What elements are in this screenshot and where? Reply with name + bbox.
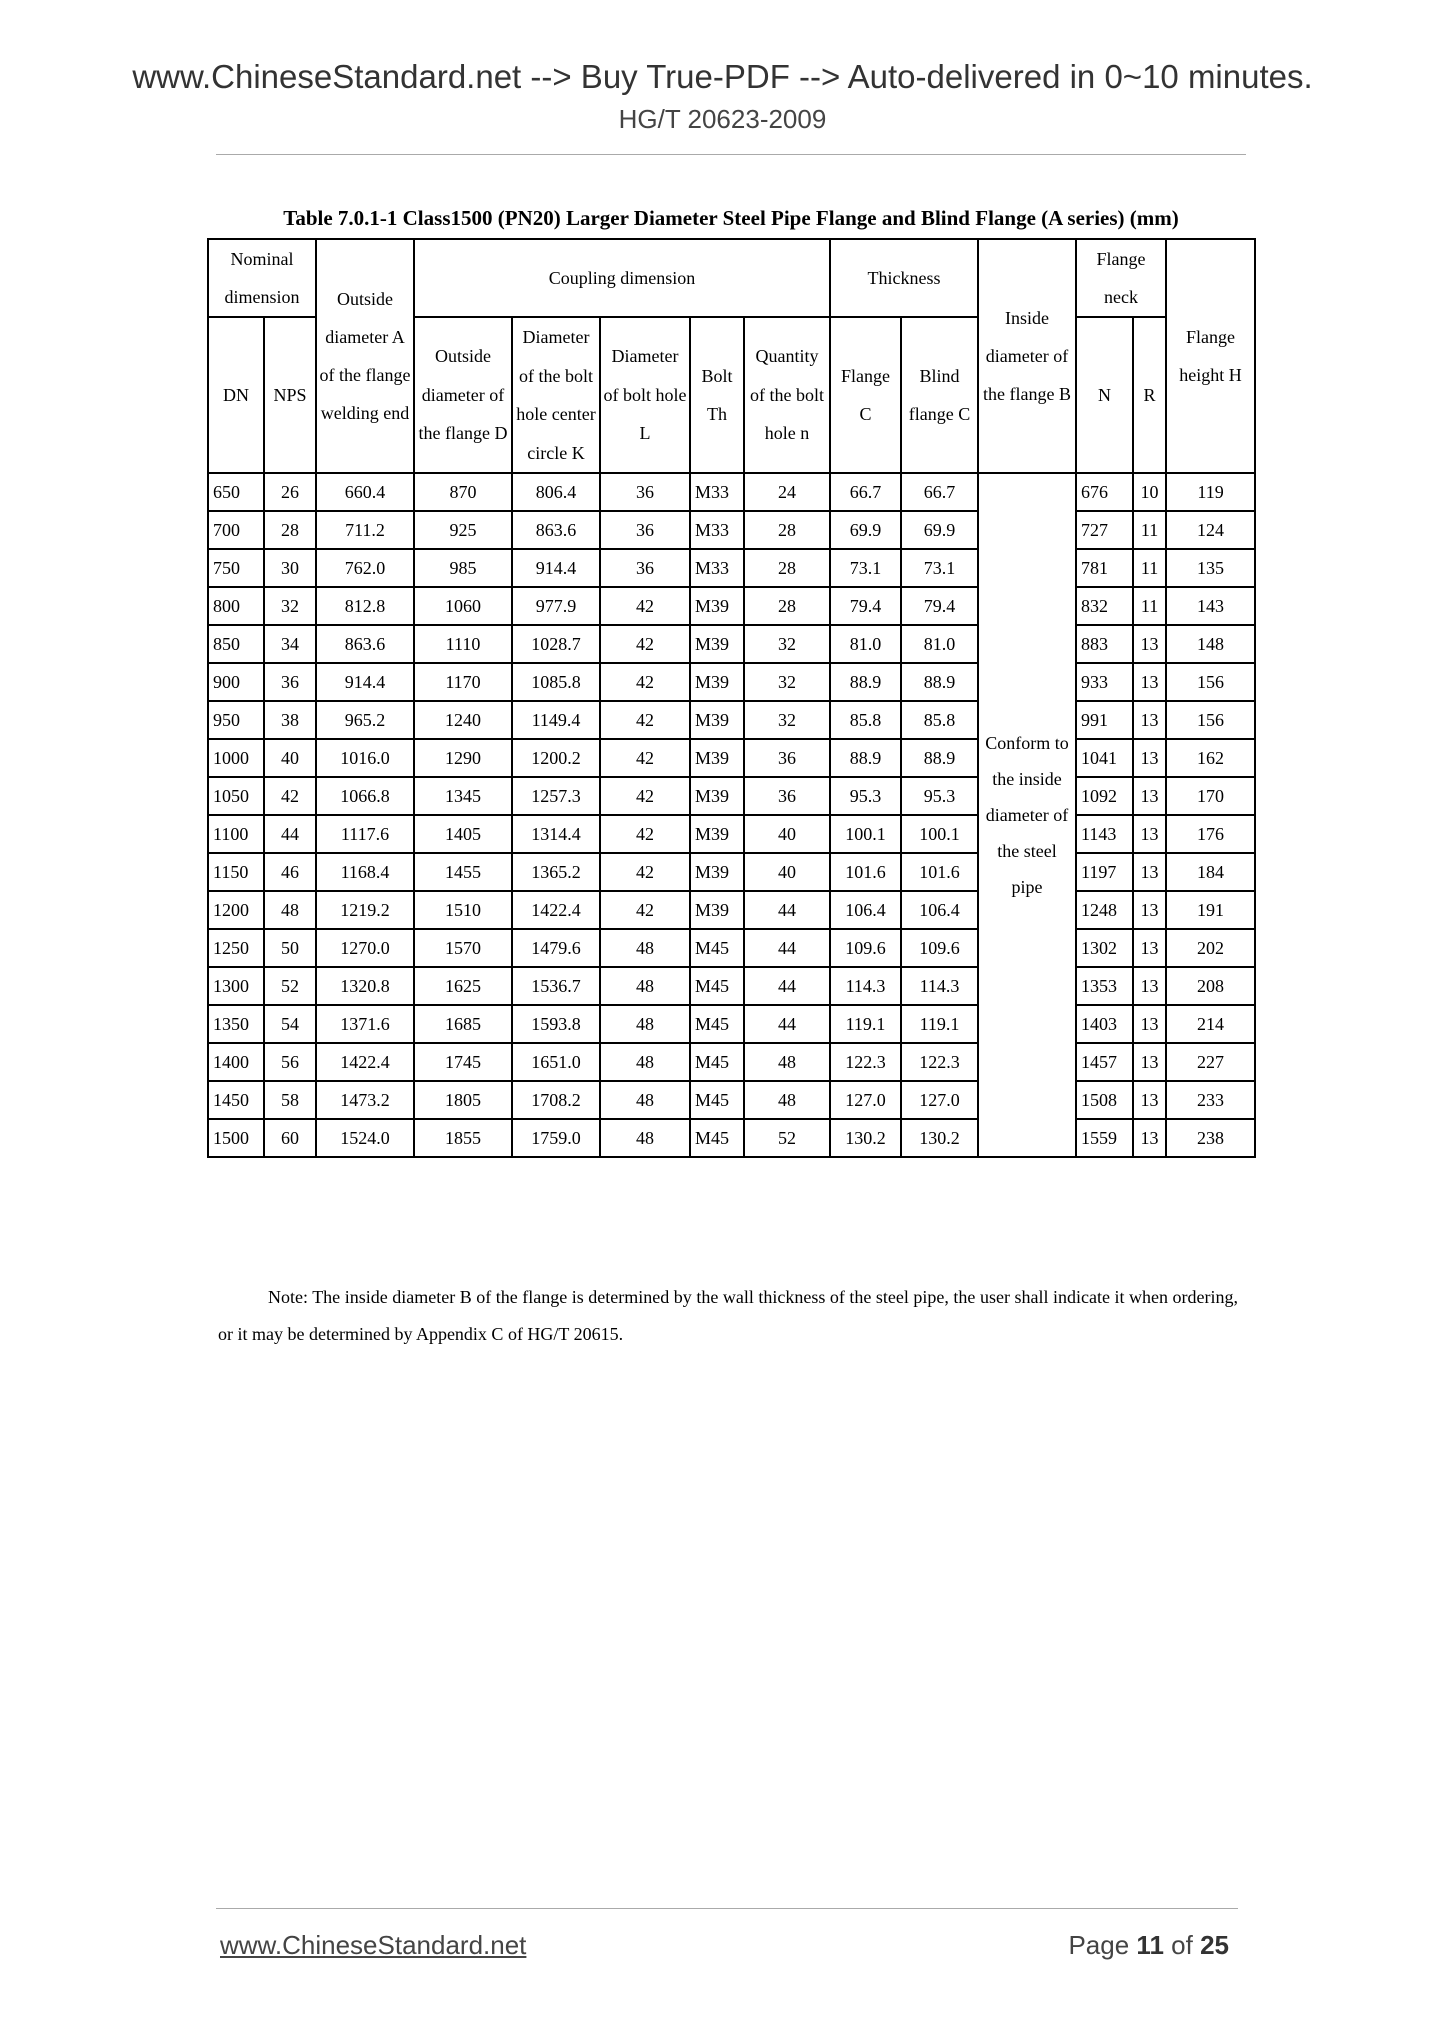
- cell-bolt-hole-l: 36: [600, 473, 690, 511]
- footer-divider: [216, 1908, 1238, 1909]
- header-neck-n: N: [1076, 317, 1133, 473]
- cell-neck-n: 1353: [1076, 967, 1133, 1005]
- cell-nps: 50: [264, 929, 316, 967]
- header-flange-c: Flange C: [830, 317, 901, 473]
- cell-height-h: 162: [1166, 739, 1255, 777]
- cell-blind-c: 66.7: [901, 473, 978, 511]
- cell-bolt-qty-n: 28: [744, 587, 830, 625]
- cell-bolt-hole-l: 48: [600, 1043, 690, 1081]
- table-row: [208, 1081, 1255, 1119]
- cell-bolt-th: M33: [690, 511, 744, 549]
- cell-nps: 56: [264, 1043, 316, 1081]
- cell-outside-a: 812.8: [316, 587, 414, 625]
- cell-height-h: 156: [1166, 701, 1255, 739]
- cell-bolt-hole-l: 42: [600, 853, 690, 891]
- table-row: [208, 929, 1255, 967]
- cell-nps: 26: [264, 473, 316, 511]
- page-of-label: of: [1171, 1930, 1193, 1960]
- cell-blind-c: 73.1: [901, 549, 978, 587]
- cell-height-h: 148: [1166, 625, 1255, 663]
- cell-bolt-hole-l: 42: [600, 625, 690, 663]
- cell-outside-d: 925: [414, 511, 512, 549]
- cell-neck-r: 13: [1133, 1081, 1166, 1119]
- cell-bolt-th: M45: [690, 967, 744, 1005]
- cell-blind-c: 109.6: [901, 929, 978, 967]
- cell-height-h: 143: [1166, 587, 1255, 625]
- cell-neck-r: 11: [1133, 587, 1166, 625]
- cell-bolt-hole-l: 48: [600, 1081, 690, 1119]
- table-row: [208, 701, 1255, 739]
- header-thickness: Thickness: [830, 239, 978, 317]
- inside-diameter-note: Conform to the inside diameter of the steel pipe: [978, 473, 1076, 1157]
- cell-height-h: 119: [1166, 473, 1255, 511]
- cell-dn: 800: [208, 587, 264, 625]
- cell-neck-r: 13: [1133, 663, 1166, 701]
- header-bolt-circle-k: Diameter of the bolt hole center circle K: [512, 317, 600, 473]
- cell-flange-c: 73.1: [830, 549, 901, 587]
- cell-bolt-th: M39: [690, 815, 744, 853]
- cell-height-h: 233: [1166, 1081, 1255, 1119]
- cell-flange-c: 95.3: [830, 777, 901, 815]
- cell-height-h: 202: [1166, 929, 1255, 967]
- table-row: [208, 739, 1255, 777]
- cell-neck-n: 676: [1076, 473, 1133, 511]
- table-row: [208, 511, 1255, 549]
- table-body: [208, 473, 1255, 1157]
- cell-outside-d: 1745: [414, 1043, 512, 1081]
- cell-flange-c: 88.9: [830, 663, 901, 701]
- table-row: [208, 853, 1255, 891]
- cell-bolt-th: M39: [690, 587, 744, 625]
- cell-flange-c: 69.9: [830, 511, 901, 549]
- cell-dn: 900: [208, 663, 264, 701]
- cell-outside-a: 1422.4: [316, 1043, 414, 1081]
- cell-dn: 1200: [208, 891, 264, 929]
- cell-bolt-qty-n: 44: [744, 929, 830, 967]
- cell-blind-c: 88.9: [901, 663, 978, 701]
- page-number: 11: [1136, 1930, 1164, 1960]
- cell-dn: 1500: [208, 1119, 264, 1157]
- cell-bolt-circle-k: 914.4: [512, 549, 600, 587]
- cell-bolt-circle-k: 1536.7: [512, 967, 600, 1005]
- cell-flange-c: 85.8: [830, 701, 901, 739]
- table-row: [208, 815, 1255, 853]
- header-flange-neck: Flange neck: [1076, 239, 1166, 317]
- cell-bolt-hole-l: 42: [600, 587, 690, 625]
- cell-bolt-th: M45: [690, 929, 744, 967]
- cell-bolt-circle-k: 1200.2: [512, 739, 600, 777]
- cell-outside-d: 1345: [414, 777, 512, 815]
- table-row: [208, 1119, 1255, 1157]
- cell-dn: 1100: [208, 815, 264, 853]
- cell-outside-a: 1473.2: [316, 1081, 414, 1119]
- cell-neck-n: 1248: [1076, 891, 1133, 929]
- header-bolt-hole-l: Diameter of bolt hole L: [600, 317, 690, 473]
- cell-nps: 58: [264, 1081, 316, 1119]
- cell-bolt-qty-n: 28: [744, 511, 830, 549]
- cell-bolt-qty-n: 24: [744, 473, 830, 511]
- table-row: [208, 777, 1255, 815]
- cell-bolt-qty-n: 40: [744, 815, 830, 853]
- cell-bolt-th: M33: [690, 549, 744, 587]
- cell-bolt-hole-l: 42: [600, 701, 690, 739]
- cell-flange-c: 88.9: [830, 739, 901, 777]
- cell-neck-n: 727: [1076, 511, 1133, 549]
- cell-nps: 54: [264, 1005, 316, 1043]
- cell-neck-n: 933: [1076, 663, 1133, 701]
- header-bolt-quantity-n: Quantity of the bolt hole n: [744, 317, 830, 473]
- cell-bolt-circle-k: 863.6: [512, 511, 600, 549]
- cell-outside-a: 1016.0: [316, 739, 414, 777]
- cell-height-h: 124: [1166, 511, 1255, 549]
- cell-height-h: 208: [1166, 967, 1255, 1005]
- cell-outside-d: 1110: [414, 625, 512, 663]
- cell-neck-n: 832: [1076, 587, 1133, 625]
- cell-height-h: 191: [1166, 891, 1255, 929]
- header-outside-diameter-welding-end: Outside diameter A of the flange welding end: [316, 239, 414, 473]
- cell-bolt-circle-k: 1314.4: [512, 815, 600, 853]
- cell-neck-r: 13: [1133, 967, 1166, 1005]
- cell-outside-d: 985: [414, 549, 512, 587]
- cell-dn: 650: [208, 473, 264, 511]
- cell-bolt-th: M45: [690, 1005, 744, 1043]
- cell-nps: 38: [264, 701, 316, 739]
- cell-outside-a: 762.0: [316, 549, 414, 587]
- cell-outside-a: 711.2: [316, 511, 414, 549]
- header-blind-flange-c: Blind flange C: [901, 317, 978, 473]
- cell-outside-a: 914.4: [316, 663, 414, 701]
- cell-bolt-qty-n: 44: [744, 1005, 830, 1043]
- cell-bolt-hole-l: 42: [600, 815, 690, 853]
- cell-outside-a: 863.6: [316, 625, 414, 663]
- table-row: [208, 549, 1255, 587]
- table-row: [208, 891, 1255, 929]
- cell-bolt-circle-k: 806.4: [512, 473, 600, 511]
- cell-neck-n: 1302: [1076, 929, 1133, 967]
- cell-bolt-hole-l: 42: [600, 891, 690, 929]
- cell-flange-c: 101.6: [830, 853, 901, 891]
- cell-bolt-circle-k: 1708.2: [512, 1081, 600, 1119]
- cell-flange-c: 106.4: [830, 891, 901, 929]
- cell-neck-n: 781: [1076, 549, 1133, 587]
- cell-bolt-hole-l: 48: [600, 1119, 690, 1157]
- cell-outside-d: 1805: [414, 1081, 512, 1119]
- cell-dn: 950: [208, 701, 264, 739]
- cell-outside-d: 1625: [414, 967, 512, 1005]
- cell-bolt-circle-k: 1257.3: [512, 777, 600, 815]
- cell-neck-n: 1508: [1076, 1081, 1133, 1119]
- cell-flange-c: 127.0: [830, 1081, 901, 1119]
- cell-outside-d: 1510: [414, 891, 512, 929]
- cell-bolt-qty-n: 28: [744, 549, 830, 587]
- cell-blind-c: 106.4: [901, 891, 978, 929]
- cell-bolt-circle-k: 1149.4: [512, 701, 600, 739]
- cell-blind-c: 95.3: [901, 777, 978, 815]
- cell-outside-d: 1290: [414, 739, 512, 777]
- cell-neck-r: 13: [1133, 1005, 1166, 1043]
- cell-flange-c: 122.3: [830, 1043, 901, 1081]
- cell-bolt-circle-k: 1085.8: [512, 663, 600, 701]
- cell-outside-a: 965.2: [316, 701, 414, 739]
- table-row: [208, 473, 1255, 511]
- cell-neck-r: 13: [1133, 891, 1166, 929]
- header-neck-r: R: [1133, 317, 1166, 473]
- cell-nps: 48: [264, 891, 316, 929]
- cell-bolt-qty-n: 40: [744, 853, 830, 891]
- cell-height-h: 238: [1166, 1119, 1255, 1157]
- cell-neck-r: 13: [1133, 1119, 1166, 1157]
- cell-blind-c: 81.0: [901, 625, 978, 663]
- cell-flange-c: 130.2: [830, 1119, 901, 1157]
- cell-height-h: 170: [1166, 777, 1255, 815]
- cell-bolt-th: M45: [690, 1043, 744, 1081]
- cell-neck-r: 13: [1133, 701, 1166, 739]
- cell-nps: 40: [264, 739, 316, 777]
- cell-blind-c: 100.1: [901, 815, 978, 853]
- cell-bolt-circle-k: 1365.2: [512, 853, 600, 891]
- cell-flange-c: 119.1: [830, 1005, 901, 1043]
- cell-bolt-circle-k: 1422.4: [512, 891, 600, 929]
- cell-bolt-qty-n: 44: [744, 891, 830, 929]
- cell-bolt-circle-k: 977.9: [512, 587, 600, 625]
- table-row: [208, 625, 1255, 663]
- cell-outside-d: 1855: [414, 1119, 512, 1157]
- header-inside-diameter: Inside diameter of the flange B: [978, 239, 1076, 473]
- cell-nps: 52: [264, 967, 316, 1005]
- header-banner[interactable]: www.ChineseStandard.net --> Buy True-PDF --> Auto-delivered in 0~10 minutes.: [132, 58, 1313, 95]
- cell-bolt-th: M39: [690, 891, 744, 929]
- page-indicator: [1068, 1930, 1229, 1961]
- cell-bolt-qty-n: 52: [744, 1119, 830, 1157]
- cell-bolt-th: M45: [690, 1119, 744, 1157]
- cell-nps: 28: [264, 511, 316, 549]
- cell-blind-c: 119.1: [901, 1005, 978, 1043]
- cell-bolt-hole-l: 48: [600, 1005, 690, 1043]
- header-flange-height: Flange height H: [1166, 239, 1255, 473]
- cell-nps: 36: [264, 663, 316, 701]
- cell-bolt-hole-l: 48: [600, 967, 690, 1005]
- header-outside-diameter-d: Outside diameter of the flange D: [414, 317, 512, 473]
- cell-outside-d: 870: [414, 473, 512, 511]
- cell-bolt-hole-l: 36: [600, 549, 690, 587]
- cell-height-h: 135: [1166, 549, 1255, 587]
- cell-neck-r: 11: [1133, 549, 1166, 587]
- cell-neck-n: 1457: [1076, 1043, 1133, 1081]
- header-bolt-th: Bolt Th: [690, 317, 744, 473]
- cell-blind-c: 85.8: [901, 701, 978, 739]
- cell-blind-c: 79.4: [901, 587, 978, 625]
- cell-outside-a: 1320.8: [316, 967, 414, 1005]
- cell-nps: 32: [264, 587, 316, 625]
- cell-outside-d: 1570: [414, 929, 512, 967]
- cell-outside-a: 1117.6: [316, 815, 414, 853]
- cell-bolt-th: M45: [690, 1081, 744, 1119]
- cell-neck-n: 1559: [1076, 1119, 1133, 1157]
- cell-neck-r: 13: [1133, 853, 1166, 891]
- cell-blind-c: 88.9: [901, 739, 978, 777]
- cell-neck-r: 13: [1133, 625, 1166, 663]
- cell-bolt-hole-l: 42: [600, 777, 690, 815]
- cell-dn: 700: [208, 511, 264, 549]
- table-row: [208, 967, 1255, 1005]
- cell-bolt-hole-l: 42: [600, 663, 690, 701]
- cell-bolt-hole-l: 48: [600, 929, 690, 967]
- cell-bolt-th: M39: [690, 853, 744, 891]
- cell-bolt-th: M39: [690, 739, 744, 777]
- cell-outside-d: 1240: [414, 701, 512, 739]
- cell-neck-n: 1197: [1076, 853, 1133, 891]
- cell-blind-c: 101.6: [901, 853, 978, 891]
- cell-neck-r: 13: [1133, 815, 1166, 853]
- cell-blind-c: 127.0: [901, 1081, 978, 1119]
- cell-height-h: 156: [1166, 663, 1255, 701]
- cell-neck-n: 1403: [1076, 1005, 1133, 1043]
- cell-blind-c: 114.3: [901, 967, 978, 1005]
- header-coupling-dimension: Coupling dimension: [414, 239, 830, 317]
- cell-outside-a: 660.4: [316, 473, 414, 511]
- cell-neck-r: 13: [1133, 929, 1166, 967]
- cell-bolt-hole-l: 36: [600, 511, 690, 549]
- table-row: [208, 587, 1255, 625]
- cell-outside-a: 1219.2: [316, 891, 414, 929]
- cell-flange-c: 114.3: [830, 967, 901, 1005]
- header-divider: [216, 154, 1246, 155]
- cell-bolt-th: M39: [690, 701, 744, 739]
- cell-neck-r: 11: [1133, 511, 1166, 549]
- cell-blind-c: 69.9: [901, 511, 978, 549]
- cell-neck-r: 13: [1133, 777, 1166, 815]
- cell-bolt-qty-n: 32: [744, 663, 830, 701]
- cell-outside-a: 1371.6: [316, 1005, 414, 1043]
- cell-outside-a: 1168.4: [316, 853, 414, 891]
- cell-outside-d: 1060: [414, 587, 512, 625]
- cell-outside-a: 1524.0: [316, 1119, 414, 1157]
- cell-dn: 850: [208, 625, 264, 663]
- cell-bolt-qty-n: 36: [744, 777, 830, 815]
- cell-nps: 42: [264, 777, 316, 815]
- cell-bolt-circle-k: 1593.8: [512, 1005, 600, 1043]
- cell-bolt-circle-k: 1759.0: [512, 1119, 600, 1157]
- cell-dn: 1050: [208, 777, 264, 815]
- cell-dn: 1150: [208, 853, 264, 891]
- cell-flange-c: 81.0: [830, 625, 901, 663]
- cell-height-h: 176: [1166, 815, 1255, 853]
- header-nominal-dimension: Nominal dimension: [208, 239, 316, 317]
- cell-flange-c: 79.4: [830, 587, 901, 625]
- cell-dn: 1450: [208, 1081, 264, 1119]
- cell-flange-c: 100.1: [830, 815, 901, 853]
- cell-height-h: 214: [1166, 1005, 1255, 1043]
- cell-nps: 34: [264, 625, 316, 663]
- cell-bolt-hole-l: 42: [600, 739, 690, 777]
- footer-site-link[interactable]: www.ChineseStandard.net: [220, 1930, 527, 1960]
- cell-neck-r: 10: [1133, 473, 1166, 511]
- cell-neck-n: 1041: [1076, 739, 1133, 777]
- header-nps: NPS: [264, 317, 316, 473]
- cell-bolt-circle-k: 1028.7: [512, 625, 600, 663]
- cell-neck-n: 1143: [1076, 815, 1133, 853]
- flange-dimension-table: [207, 238, 1256, 1158]
- cell-nps: 60: [264, 1119, 316, 1157]
- cell-bolt-qty-n: 32: [744, 701, 830, 739]
- cell-bolt-th: M39: [690, 625, 744, 663]
- cell-bolt-th: M39: [690, 777, 744, 815]
- cell-neck-n: 1092: [1076, 777, 1133, 815]
- cell-bolt-qty-n: 44: [744, 967, 830, 1005]
- table-row: [208, 1043, 1255, 1081]
- cell-outside-d: 1405: [414, 815, 512, 853]
- cell-outside-d: 1685: [414, 1005, 512, 1043]
- cell-dn: 1300: [208, 967, 264, 1005]
- cell-height-h: 227: [1166, 1043, 1255, 1081]
- table-row: [208, 1005, 1255, 1043]
- cell-outside-d: 1170: [414, 663, 512, 701]
- page-total: 25: [1200, 1930, 1229, 1960]
- table-caption: Table 7.0.1-1 Class1500 (PN20) Larger Diameter Steel Pipe Flange and Blind Flange (A series) (mm): [283, 206, 1179, 230]
- cell-bolt-circle-k: 1651.0: [512, 1043, 600, 1081]
- cell-nps: 46: [264, 853, 316, 891]
- cell-nps: 30: [264, 549, 316, 587]
- cell-bolt-qty-n: 48: [744, 1081, 830, 1119]
- cell-outside-d: 1455: [414, 853, 512, 891]
- page-label: Page: [1068, 1930, 1130, 1960]
- cell-outside-a: 1270.0: [316, 929, 414, 967]
- header-dn: DN: [208, 317, 264, 473]
- cell-dn: 1000: [208, 739, 264, 777]
- cell-dn: 750: [208, 549, 264, 587]
- cell-bolt-qty-n: 48: [744, 1043, 830, 1081]
- standard-number: HG/T 20623-2009: [618, 104, 827, 134]
- cell-bolt-qty-n: 36: [744, 739, 830, 777]
- cell-dn: 1400: [208, 1043, 264, 1081]
- table-row: [208, 663, 1255, 701]
- cell-neck-r: 13: [1133, 1043, 1166, 1081]
- cell-blind-c: 122.3: [901, 1043, 978, 1081]
- cell-bolt-qty-n: 32: [744, 625, 830, 663]
- cell-bolt-th: M33: [690, 473, 744, 511]
- cell-flange-c: 109.6: [830, 929, 901, 967]
- table-note: Note: The inside diameter B of the flange is determined by the wall thickness of the steel pipe, the user shall indicate it when ordering, or it may be determined by Appendix C of HG/T 20615.: [218, 1287, 1238, 1344]
- cell-height-h: 184: [1166, 853, 1255, 891]
- cell-neck-r: 13: [1133, 739, 1166, 777]
- cell-outside-a: 1066.8: [316, 777, 414, 815]
- cell-blind-c: 130.2: [901, 1119, 978, 1157]
- cell-nps: 44: [264, 815, 316, 853]
- cell-neck-n: 991: [1076, 701, 1133, 739]
- cell-flange-c: 66.7: [830, 473, 901, 511]
- cell-neck-n: 883: [1076, 625, 1133, 663]
- cell-dn: 1350: [208, 1005, 264, 1043]
- cell-dn: 1250: [208, 929, 264, 967]
- cell-bolt-th: M39: [690, 663, 744, 701]
- cell-bolt-circle-k: 1479.6: [512, 929, 600, 967]
